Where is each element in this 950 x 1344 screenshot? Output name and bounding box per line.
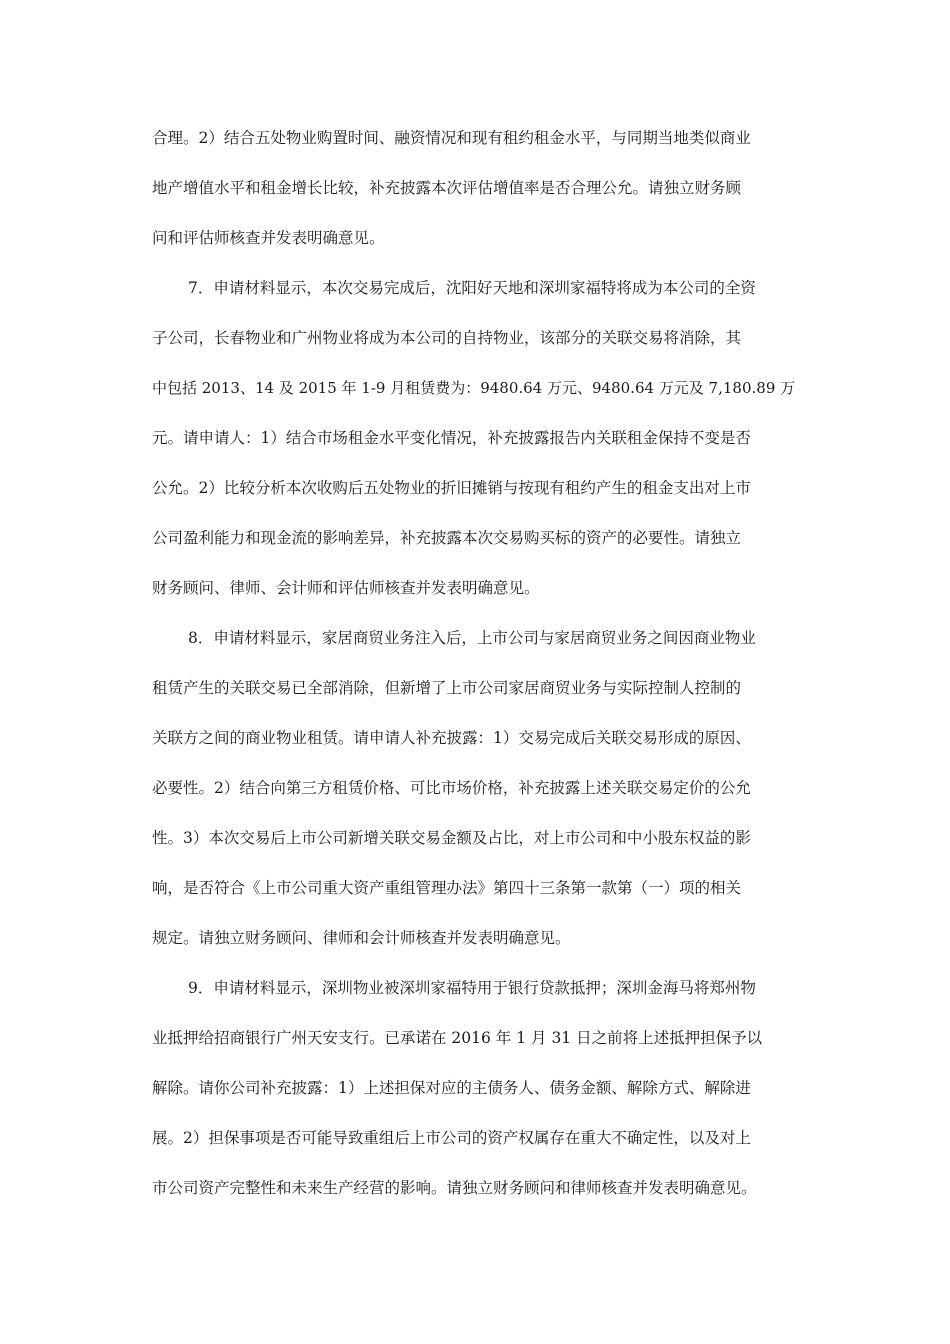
paragraph-7-line-2: 子公司，长春物业和广州物业将成为本公司的自持物业，该部分的关联交易将消除，其 <box>152 329 742 347</box>
paragraph-9-line-5: 市公司资产完整性和未来生产经营的影响。请独立财务顾问和律师核查并发表明确意见。 <box>152 1179 757 1197</box>
paragraph-7-line-3: 中包括 2013、14 及 2015 年 1-9 月租赁费为：9480.64 万元、9480.64 万元及 7,180.89 万 <box>152 379 796 397</box>
paragraph-8-line-6: 响，是否符合《上市公司重大资产重组管理办法》第四十三条第一款第（一）项的相关 <box>152 879 742 897</box>
paragraph-7-line-4: 元。请申请人：1）结合市场租金水平变化情况，补充披露报告内关联租金保持不变是否 <box>152 429 751 447</box>
paragraph-8-line-5: 性。3）本次交易后上市公司新增关联交易金额及占比，对上市公司和中小股东权益的影 <box>152 829 751 847</box>
paragraph-7-line-6: 公司盈利能力和现金流的影响差异，补充披露本次交易购买标的资产的必要性。请独立 <box>152 529 742 547</box>
paragraph-8-line-2: 租赁产生的关联交易已全部消除，但新增了上市公司家居商贸业务与实际控制人控制的 <box>152 679 742 697</box>
paragraph-8-line-3: 关联方之间的商业物业租赁。请申请人补充披露：1）交易完成后关联交易形成的原因、 <box>152 729 751 747</box>
paragraph-9-line-3: 解除。请你公司补充披露：1）上述担保对应的主债务人、债务金额、解除方式、解除进 <box>152 1079 751 1097</box>
paragraph-7-line-7: 财务顾问、律师、会计师和评估师核查并发表明确意见。 <box>152 579 540 597</box>
paragraph-6-line-1: 合理。2）结合五处物业购置时间、融资情况和现有租约租金水平，与同期当地类似商业 <box>152 129 751 147</box>
paragraph-9-line-1: 9．申请材料显示，深圳物业被深圳家福特用于银行贷款抵押；深圳金海马将郑州物 <box>188 979 756 997</box>
paragraph-8-line-4: 必要性。2）结合向第三方租赁价格、可比市场价格，补充披露上述关联交易定价的公允 <box>152 779 751 797</box>
paragraph-8-line-7: 规定。请独立财务顾问、律师和会计师核查并发表明确意见。 <box>152 929 571 947</box>
paragraph-6-line-2: 地产增值水平和租金增长比较，补充披露本次评估增值率是否合理公允。请独立财务顾 <box>152 179 742 197</box>
paragraph-6-line-3: 问和评估师核查并发表明确意见。 <box>152 229 385 247</box>
paragraph-9-line-2: 业抵押给招商银行广州天安支行。已承诺在 2016 年 1 月 31 日之前将上述抵押担保予以 <box>152 1029 763 1047</box>
paragraph-7-line-1: 7．申请材料显示，本次交易完成后，沈阳好天地和深圳家福特将成为本公司的全资 <box>188 279 756 297</box>
paragraph-8-line-1: 8．申请材料显示，家居商贸业务注入后，上市公司与家居商贸业务之间因商业物业 <box>188 629 756 647</box>
paragraph-7-line-5: 公允。2）比较分析本次收购后五处物业的折旧摊销与按现有租约产生的租金支出对上市 <box>152 479 751 497</box>
paragraph-9-line-4: 展。2）担保事项是否可能导致重组后上市公司的资产权属存在重大不确定性，以及对上 <box>152 1129 751 1147</box>
